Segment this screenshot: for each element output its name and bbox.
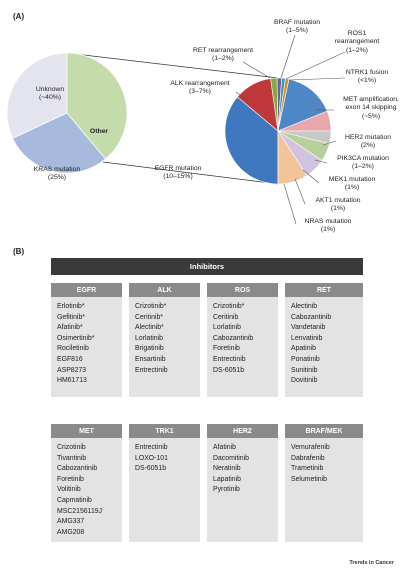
label-other — [82, 128, 116, 136]
drug-item: Foretinib — [213, 345, 240, 353]
card-drug-list — [207, 297, 278, 397]
card-trk1 — [129, 424, 200, 542]
drug-item: Vandetanib — [291, 324, 326, 332]
card-braf-mek — [285, 424, 363, 542]
label-ntrk1 — [336, 69, 398, 86]
card-title: TRK1 — [129, 424, 200, 438]
drug-item: MSC2156119J — [57, 507, 103, 515]
drug-item: DS-6051b — [213, 366, 245, 374]
label-ret — [183, 47, 263, 64]
drug-item: Afatinib* — [57, 324, 83, 332]
drug-item: Lapatinib — [213, 475, 241, 483]
card-drug-list — [51, 438, 122, 542]
drug-item: HM61713 — [57, 377, 87, 385]
label-ntrk1-pct: (<1%) — [357, 77, 377, 85]
drug-item: Trametinib — [291, 465, 324, 473]
drug-item: Cabozantinib — [213, 334, 254, 342]
label-mek1-name: MEK1 mutation — [328, 176, 376, 183]
drug-item: Selumetinib — [291, 475, 328, 483]
drug-item: Ceritinib — [213, 313, 239, 321]
label-ntrk1-name: NTRK1 fusion — [345, 69, 389, 76]
drug-item: Lorlatinib — [213, 324, 241, 332]
label-ros1 — [328, 30, 386, 55]
drug-item: Erlotinib* — [57, 303, 85, 310]
drug-item: Alectinib — [291, 303, 318, 310]
label-alk-pct: (3–7%) — [189, 88, 211, 96]
card-met — [51, 424, 122, 542]
label-unknown — [18, 86, 82, 103]
drug-item: Vemurafenib — [291, 444, 330, 451]
label-unknown-pct: (~40%) — [38, 94, 62, 102]
drug-item: AMG337 — [57, 518, 85, 526]
label-mek1 — [320, 176, 384, 193]
card-title: HER2 — [207, 424, 278, 438]
drug-item: Volitinib — [57, 486, 81, 494]
card-title: ALK — [129, 283, 200, 297]
label-met — [335, 96, 407, 121]
drug-item: Pyrotinib — [213, 486, 240, 494]
label-nras — [296, 218, 360, 235]
drug-item: Dacomitinib — [213, 454, 249, 462]
drug-item: Neratinib — [213, 465, 241, 473]
label-braf — [268, 19, 326, 36]
card-drug-list — [129, 297, 200, 397]
drug-item: Alectinib* — [135, 324, 164, 332]
drug-item: Sunitinib — [291, 366, 318, 374]
drug-item: ASP8273 — [57, 366, 87, 374]
drug-item: Entrectinib — [135, 444, 168, 451]
drug-item: Ensartinib — [135, 355, 166, 363]
drug-item: Entrectinib — [135, 366, 168, 374]
card-drug-list — [207, 438, 278, 542]
journal-footer: Trends in Cancer — [349, 560, 394, 566]
label-met-name: MET amplification, exon 14 skipping — [343, 96, 399, 112]
label-mek1-pct: (1%) — [344, 184, 360, 192]
label-pik3ca — [328, 155, 398, 172]
inhibitors-header: Inhibitors — [51, 258, 363, 275]
card-title: BRAF/MEK — [285, 424, 363, 438]
card-drug-list — [285, 297, 363, 397]
card-drug-list — [285, 438, 363, 542]
label-ret-pct: (1–2%) — [212, 55, 234, 63]
drug-item: Crizotinib* — [213, 303, 245, 310]
panel-label-a: (A) — [13, 12, 25, 21]
card-title: MET — [51, 424, 122, 438]
card-ret — [285, 283, 363, 397]
drug-item: Crizotinib* — [135, 303, 167, 310]
label-ret-name: RET rearrangement — [193, 47, 253, 54]
card-her2 — [207, 424, 278, 542]
label-her2 — [338, 134, 398, 151]
label-other-name: Other — [89, 128, 109, 135]
drug-item: Brigatinib — [135, 345, 164, 353]
leader-line — [284, 184, 296, 224]
drug-item: Rociletinib — [57, 345, 89, 353]
drug-item: EGF816 — [57, 355, 83, 363]
left-pie-chart — [7, 53, 127, 173]
label-braf-name: BRAF mutation — [273, 19, 321, 26]
drug-item: Cabozantinib — [291, 313, 332, 321]
card-title: ROS — [207, 283, 278, 297]
card-drug-list — [51, 297, 122, 397]
panel-label-b: (B) — [13, 247, 25, 256]
drug-item: Entrectinib — [213, 355, 246, 363]
label-akt1-pct: (1%) — [330, 205, 346, 213]
label-braf-pct: (1–5%) — [286, 27, 308, 35]
label-egfr-name: EGFR mutation — [154, 165, 202, 172]
label-met-pct: (~5%) — [361, 112, 381, 120]
label-nras-pct: (1%) — [320, 226, 336, 234]
card-title: RET — [285, 283, 363, 297]
label-pik3ca-pct: (1–2%) — [352, 163, 374, 171]
label-nras-name: NRAS mutation — [304, 218, 352, 225]
card-egfr — [51, 283, 122, 397]
label-ros1-pct: (1–2%) — [346, 46, 368, 54]
card-ros — [207, 283, 278, 397]
card-title: EGFR — [51, 283, 122, 297]
card-alk — [129, 283, 200, 397]
label-her2-pct: (2%) — [360, 142, 376, 150]
drug-item: Afatinib — [213, 444, 236, 451]
drug-item: Dabrafenib — [291, 454, 325, 462]
drug-item: Cabozantinib — [57, 465, 98, 473]
label-egfr — [140, 165, 216, 182]
label-kras — [13, 166, 101, 183]
label-akt1-name: AKT1 mutation — [315, 197, 361, 204]
drug-item: Foretinib — [57, 475, 84, 483]
drug-item: Lenvatinib — [291, 334, 323, 342]
label-her2-name: HER2 mutation — [344, 134, 392, 141]
drug-item: DS-6051b — [135, 465, 167, 473]
drug-item: Apatinib — [291, 345, 316, 353]
drug-item: Ceritinib* — [135, 313, 163, 321]
label-akt1 — [306, 197, 370, 214]
drug-item: Osimertinib* — [57, 334, 95, 342]
leader-line — [295, 179, 305, 204]
label-unknown-name: Unknown — [35, 86, 65, 93]
leader-line — [281, 35, 295, 78]
drug-item: AMG208 — [57, 528, 85, 536]
drug-item: LOXO-101 — [135, 454, 168, 462]
drug-item: Capmatinib — [57, 496, 92, 504]
label-pik3ca-name: PIK3CA mutation — [337, 155, 389, 162]
drug-item: Ponatinib — [291, 355, 320, 363]
label-kras-name: KRAS mutation — [33, 166, 81, 173]
label-ros1-name: ROS1 rearrangement — [334, 30, 380, 46]
card-drug-list — [129, 438, 200, 542]
drug-item: Gefitinib* — [57, 313, 85, 321]
label-egfr-pct: (10–15%) — [163, 173, 193, 181]
label-alk — [158, 80, 242, 97]
drug-item: Dovitinib — [291, 377, 318, 385]
label-alk-name: ALK rearrangement — [170, 80, 230, 87]
drug-item: Tivantinib — [57, 454, 87, 462]
drug-item: Lorlatinib — [135, 334, 163, 342]
label-kras-pct: (25%) — [47, 174, 67, 182]
drug-item: Crizotinib — [57, 444, 86, 451]
